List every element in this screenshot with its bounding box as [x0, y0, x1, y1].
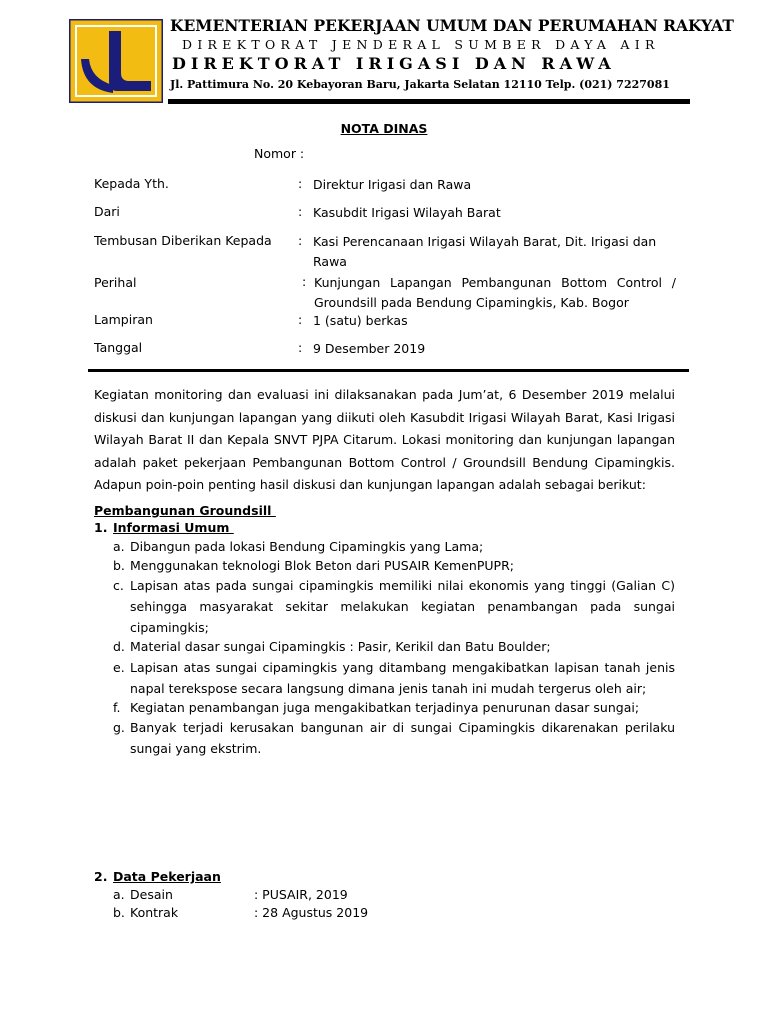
list-item [113, 575, 675, 638]
data-key: Kontrak [130, 905, 179, 920]
data-key: Desain [130, 887, 173, 902]
meta-label-tanggal: Tanggal [94, 340, 143, 355]
ministry-logo [69, 19, 163, 103]
meta-value-tanggal: 9 Desember 2019 [313, 341, 426, 356]
directorate-general-name: DIREKTORAT JENDERAL SUMBER DAYA AIR [182, 37, 660, 52]
directorate-name: DIREKTORAT IRIGASI DAN RAWA [172, 54, 616, 73]
meta-value-kepada: Direktur Irigasi dan Rawa [313, 177, 472, 192]
list-item-text: Material dasar sungai Cipamingkis : Pasir, Kerikil dan Batu Boulder; [130, 639, 551, 654]
list-item-text: Kegiatan penambangan juga mengakibatkan terjadinya penurunan dasar sungai; [130, 699, 640, 715]
list-item [113, 699, 675, 718]
item-number: 2. [94, 869, 108, 884]
list-item-text: Dibangun pada lokasi Bendung Cipamingkis yang Lama; [130, 539, 484, 554]
list-marker: g. [113, 720, 125, 735]
subsection-title-data-pekerjaan: Data Pekerjaan [113, 869, 221, 884]
list-item [113, 638, 675, 657]
intro-paragraph: Kegiatan monitoring dan evaluasi ini dilaksanakan pada Jum’at, 6 Desember 2019 melalui diskusi dan kunjungan lapangan yang diikuti oleh Kasubdit Irigasi Wilayah Barat, Kasi Irigasi Wilayah Barat II dan Kepala SNVT PJPA Citarum. Lokasi monitoring dan kunjungan lapangan adalah paket pekerjaan Pembangunan Bottom Control / Groundsill Bendung Cipamingkis. Adapun poin-poin penting hasil diskusi dan kunjungan lapangan adalah sebagai berikut: [94, 387, 675, 492]
list-marker: a. [113, 539, 125, 554]
meta-colon: : [298, 176, 303, 191]
list-marker: c. [113, 578, 124, 593]
list-marker: d. [113, 639, 125, 654]
list-item-text: Menggunakan teknologi Blok Beton dari PUSAIR KemenPUPR; [130, 557, 514, 573]
meta-label-tembusan: Tembusan Diberikan Kepada [94, 233, 272, 248]
list-marker: a. [113, 887, 125, 902]
meta-label-lampiran: Lampiran [94, 312, 153, 327]
meta-colon: : [298, 340, 303, 355]
document-title: NOTA DINAS [340, 121, 428, 136]
meta-label-perihal: Perihal [94, 275, 137, 290]
meta-colon: : [298, 204, 303, 219]
data-row-kontrak [113, 905, 179, 920]
list-item-text: Lapisan atas pada sungai cipamingkis memiliki nilai ekonomis yang tinggi (Galian C) sehingga masyarakat sekitar melakukan kegiatan penambangan pada sungai cipamingkis; [130, 578, 675, 635]
list-item [113, 538, 675, 557]
subsection-title-informasi-umum: Informasi Umum [113, 520, 234, 535]
meta-colon: : [302, 274, 307, 289]
meta-label-kepada: Kepada Yth. [94, 176, 169, 191]
data-value-kontrak: : 28 Agustus 2019 [254, 905, 369, 920]
list-marker: f. [113, 699, 121, 715]
list-marker: b. [113, 905, 125, 920]
list-marker: e. [113, 659, 125, 675]
meta-value-lampiran: 1 (satu) berkas [313, 313, 408, 328]
list-item-text: Banyak terjadi kerusakan bangunan air di sungai Cipamingkis dikarenakan perilaku sungai yang ekstrim. [130, 720, 675, 756]
meta-value-perihal: Kunjungan Lapangan Pembangunan Bottom Control / Groundsill pada Bendung Cipamingkis, Kab. Bogor [314, 275, 676, 310]
list-item-text: Lapisan atas sungai cipamingkis yang ditambang mengakibatkan lapisan tanah jenis napal terekspose secara langsung dimana jenis tanah ini mudah tergerus oleh air; [130, 659, 675, 696]
pu-logo-icon [69, 19, 163, 103]
meta-value-dari: Kasubdit Irigasi Wilayah Barat [313, 205, 501, 220]
list-item [113, 717, 675, 759]
list-marker: b. [113, 557, 125, 573]
meta-colon: : [298, 233, 303, 248]
informasi-umum-list [113, 538, 675, 759]
nomor-label: Nomor : [254, 146, 305, 161]
list-item [113, 557, 675, 576]
letterhead-divider [168, 99, 690, 104]
list-item [113, 657, 675, 699]
header-divider [88, 369, 689, 372]
data-value-desain: : PUSAIR, 2019 [254, 887, 348, 902]
meta-label-dari: Dari [94, 204, 120, 219]
ministry-name: KEMENTERIAN PEKERJAAN UMUM DAN PERUMAHAN RAKYAT [170, 16, 734, 35]
section-title: Pembangunan Groundsill [94, 503, 276, 518]
office-address: Jl. Pattimura No. 20 Kebayoran Baru, Jakarta Selatan 12110 Telp. (021) 7227081 [170, 78, 670, 91]
data-row-desain [113, 887, 173, 902]
meta-colon: : [298, 312, 303, 327]
item-number: 1. [94, 520, 108, 535]
meta-value-tembusan: Kasi Perencanaan Irigasi Wilayah Barat, Dit. Irigasi dan Rawa [313, 234, 657, 269]
